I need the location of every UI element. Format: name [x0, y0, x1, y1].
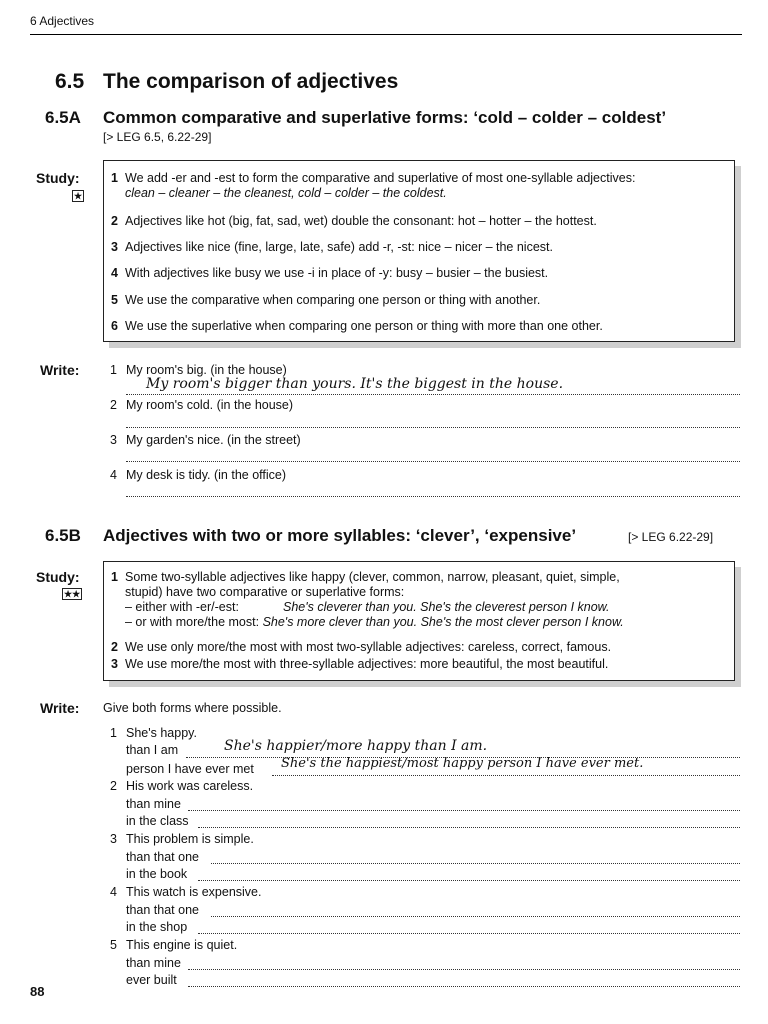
exercise-a3-number: 3: [110, 433, 117, 447]
difficulty-stars-icon: ★★: [64, 589, 81, 599]
exercise-b1-prompt: She's happy.: [126, 726, 197, 740]
exercise-b3-a: than that one: [126, 850, 199, 864]
exercise-a4-prompt: My desk is tidy. (in the office): [126, 468, 287, 482]
exercise-a2-prompt: My room's cold. (in the house): [126, 398, 294, 412]
running-head: 6 Adjectives: [30, 14, 95, 28]
exercise-a3-prompt: My garden's nice. (in the street): [126, 433, 301, 447]
difficulty-star-icon: ★: [74, 191, 83, 201]
exercise-b4-number: 4: [110, 885, 117, 899]
part-a-number: 6.5A: [45, 108, 81, 127]
part-b-number: 6.5B: [45, 526, 81, 545]
page-number: 88: [30, 984, 45, 999]
rule-a4: 4 With adjectives like busy we use -i in place of -y: busy – busier – the busiest.: [111, 266, 549, 280]
rule-a1: 1 We add -er and -est to form the comparative and superlative of most one-syllable adjectives: clean – cleaner – the cleanest, cold – colder – the coldest.: [111, 171, 636, 200]
exercise-a1-prompt: My room's big. (in the house): [126, 363, 287, 377]
answer-line[interactable]: [198, 827, 740, 828]
exercise-b5-number: 5: [110, 938, 117, 952]
answer-line[interactable]: [188, 986, 740, 987]
study-box-b: [103, 561, 735, 681]
answer-line[interactable]: [126, 496, 740, 497]
rule-a2: 2 Adjectives like hot (big, fat, sad, wet) double the consonant: hot – hotter – the hottest.: [111, 214, 597, 228]
exercise-b2-a: than mine: [126, 797, 181, 811]
exercise-a2-number: 2: [110, 398, 117, 412]
section-title: The comparison of adjectives: [103, 70, 399, 93]
exercise-b5-prompt: This engine is quiet.: [126, 938, 238, 952]
rule-b3: 3 We use more/the most with three-syllable adjectives: more beautiful, the most beautiful.: [111, 657, 609, 671]
answer-line[interactable]: [188, 810, 740, 811]
part-a-title: Common comparative and superlative forms: ‘cold – colder – coldest’: [103, 108, 667, 127]
handwritten-answer: She's happier/more happy than I am.: [224, 738, 488, 754]
answer-line[interactable]: [126, 461, 740, 462]
part-b-title: Adjectives with two or more syllables: ‘clever’, ‘expensive’: [103, 526, 577, 545]
exercise-b4-b: in the shop: [126, 920, 188, 934]
exercise-b1-a: than I am: [126, 743, 179, 757]
write-label-b: Write:: [40, 700, 80, 716]
exercise-b3-prompt: This problem is simple.: [126, 832, 254, 846]
study-label-b: Study:: [36, 569, 80, 585]
answer-line[interactable]: [211, 916, 740, 917]
answer-line[interactable]: [211, 863, 740, 864]
study-box-a: [103, 160, 735, 342]
rule-a6: 6 We use the superlative when comparing one person or thing with more than one other.: [111, 319, 603, 333]
exercise-b1-number: 1: [110, 726, 117, 740]
exercise-a4-number: 4: [110, 468, 117, 482]
rule-a5: 5 We use the comparative when comparing one person or thing with another.: [111, 293, 541, 307]
exercise-b3-b: in the book: [126, 867, 188, 881]
section-number: 6.5: [55, 70, 85, 93]
handwritten-answer: She's the happiest/most happy person I have ever met.: [281, 756, 644, 771]
answer-line[interactable]: [198, 880, 740, 881]
answer-line[interactable]: [126, 427, 740, 428]
exercise-b5-b: ever built: [126, 973, 177, 987]
rule-b1: 1 Some two-syllable adjectives like happy (clever, common, narrow, pleasant, quiet, simple, stupid) have two comparative or superlative forms: – either with -er/-est: She's cleverer than you. She's the cleverest person I know. – or with more/the most: She's more clever than you. She's the most clever person I know.: [111, 570, 624, 629]
answer-line[interactable]: [126, 394, 740, 395]
rule-b2: 2 We use only more/the most with most two-syllable adjectives: careless, correct, famous.: [111, 640, 612, 654]
answer-line[interactable]: [272, 775, 740, 776]
exercise-b2-b: in the class: [126, 814, 189, 828]
exercise-b4-a: than that one: [126, 903, 199, 917]
handwritten-answer: My room's bigger than yours. It's the biggest in the house.: [146, 376, 564, 392]
write-label-a: Write:: [40, 362, 80, 378]
exercise-b2-number: 2: [110, 779, 117, 793]
exercise-b2-prompt: His work was careless.: [126, 779, 254, 793]
study-label-a: Study:: [36, 170, 80, 186]
part-a-ref: [> LEG 6.5, 6.22-29]: [103, 130, 212, 144]
part-b-ref: [> LEG 6.22-29]: [628, 530, 714, 544]
exercise-b1-b: person I have ever met: [126, 762, 254, 776]
exercise-a1-number: 1: [110, 363, 117, 377]
instruction: Give both forms where possible.: [103, 701, 282, 715]
exercise-b4-prompt: This watch is expensive.: [126, 885, 262, 899]
rule-a3: 3 Adjectives like nice (fine, large, late, safe) add -r, -st: nice – nicer – the nicest.: [111, 240, 553, 254]
answer-line[interactable]: [198, 933, 740, 934]
header-rule: [30, 34, 742, 35]
answer-line[interactable]: [188, 969, 740, 970]
exercise-b5-a: than mine: [126, 956, 181, 970]
exercise-b3-number: 3: [110, 832, 117, 846]
